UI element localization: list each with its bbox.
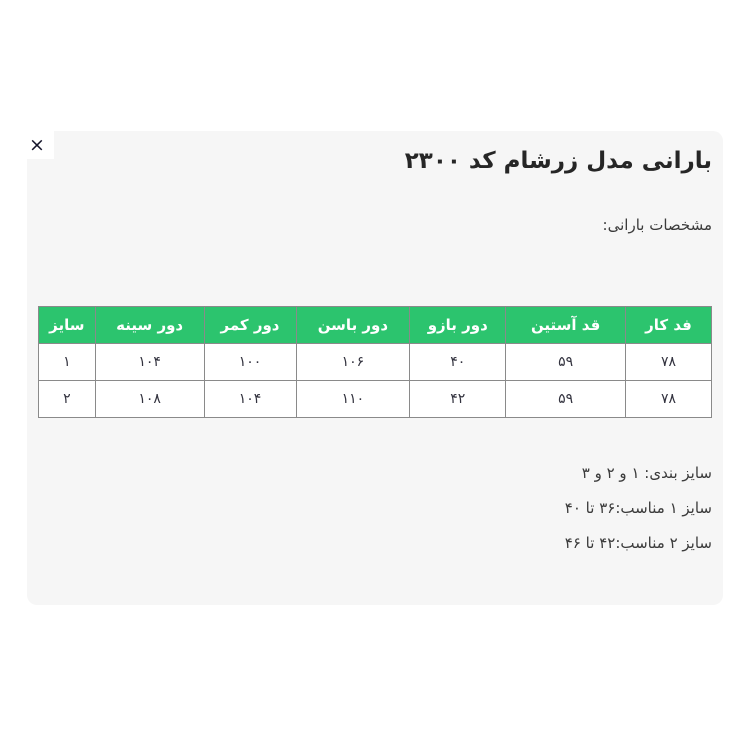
- table-cell: ۱۱۰: [296, 381, 410, 418]
- table-row: [39, 344, 712, 381]
- product-detail-panel: [27, 131, 723, 605]
- note-line: سایز بندی: ۱ و ۲ و ۳: [581, 464, 712, 482]
- table-header-cell: دور کمر: [204, 307, 296, 344]
- table-cell: ۲: [39, 381, 96, 418]
- table-cell: ۴۲: [410, 381, 506, 418]
- table-cell: ۱۰۶: [296, 344, 410, 381]
- product-title: بارانی مدل زرشام کد ۲۳۰۰: [404, 148, 712, 174]
- size-table-header-row: [39, 307, 712, 344]
- table-cell: ۵۹: [506, 381, 626, 418]
- table-cell: ۱۰۰: [204, 344, 296, 381]
- table-cell: ۱۰۸: [95, 381, 204, 418]
- table-header-cell: فد کار: [626, 307, 712, 344]
- note-line: سایز ۱ مناسب:۳۶ تا ۴۰: [564, 499, 712, 517]
- size-notes: [38, 463, 712, 553]
- table-header-cell: دور بازو: [410, 307, 506, 344]
- table-header-cell: سایز: [39, 307, 96, 344]
- table-header-cell: دور باسن: [296, 307, 410, 344]
- size-table: [38, 306, 712, 418]
- table-cell: ۷۸: [626, 381, 712, 418]
- table-cell: ۱: [39, 344, 96, 381]
- note-line: سایز ۲ مناسب:۴۲ تا ۴۶: [564, 534, 712, 552]
- table-header-cell: قد آستین: [506, 307, 626, 344]
- table-cell: ۴۰: [410, 344, 506, 381]
- table-row: [39, 381, 712, 418]
- table-header-cell: دور سینه: [95, 307, 204, 344]
- table-cell: ۷۸: [626, 344, 712, 381]
- close-icon: ×: [29, 133, 45, 156]
- table-cell: ۱۰۴: [95, 344, 204, 381]
- table-cell: ۱۰۴: [204, 381, 296, 418]
- spec-heading: مشخصات بارانی:: [602, 216, 712, 234]
- panel-content: [27, 131, 723, 553]
- close-button[interactable]: [27, 131, 54, 159]
- table-cell: ۵۹: [506, 344, 626, 381]
